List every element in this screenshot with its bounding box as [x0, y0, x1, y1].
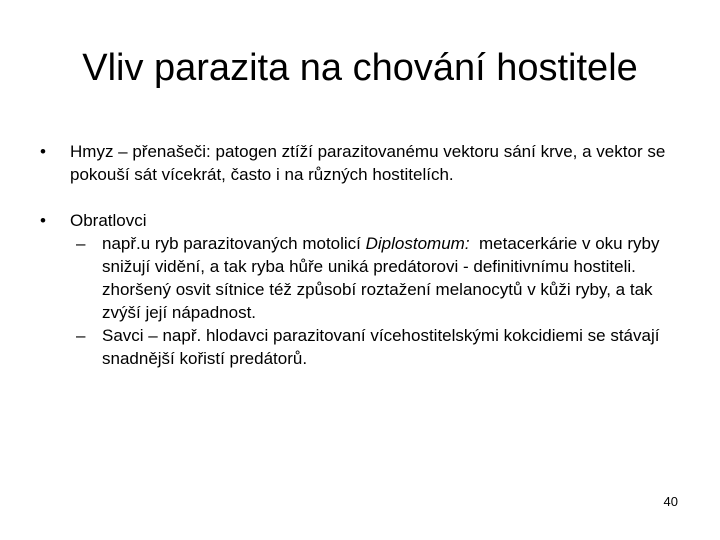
slide-number: 40 [663, 494, 678, 509]
sub-bullet-text: Savci – např. hlodavci parazitovaní vícehostitelskými kokcidiemi se stávají snadnější kořistí predátorů. [102, 326, 660, 368]
bullet-text: Hmyz – přenašeči: patogen ztíží parazitovanému vektoru sání krve, a vektor se pokouší sát vícekrát, často i na různých hostitelích. [70, 142, 666, 184]
bullet-text: Obratlovci [70, 211, 147, 230]
bullet-item-insects [36, 140, 686, 186]
bullet-item-vertebrates [36, 209, 686, 232]
bullet-marker: • [40, 142, 46, 161]
slide-content [36, 140, 686, 370]
slide-title: Vliv parazita na chování hostitele [82, 47, 638, 89]
dash-marker: – [76, 234, 86, 253]
dash-marker: – [76, 326, 86, 345]
sub-bullet-mammals [36, 324, 686, 370]
italic-genus-name: Diplostomum: [365, 234, 470, 253]
bullet-marker: • [40, 211, 46, 230]
sub-bullet-text-prefix: např.u ryb parazitovaných motolicí [102, 234, 366, 253]
sub-bullet-fish [36, 232, 686, 324]
sub-bullet-text-suffix: metacerkárie v oku ryby snižují vidění, a tak ryba hůře uniká predátorovi - definitivnímu hostiteli. zhoršený osvit sítnice též způsobí roztažení melanocytů v kůži ryby, a tak zvýší její nápadnost. [102, 234, 665, 322]
